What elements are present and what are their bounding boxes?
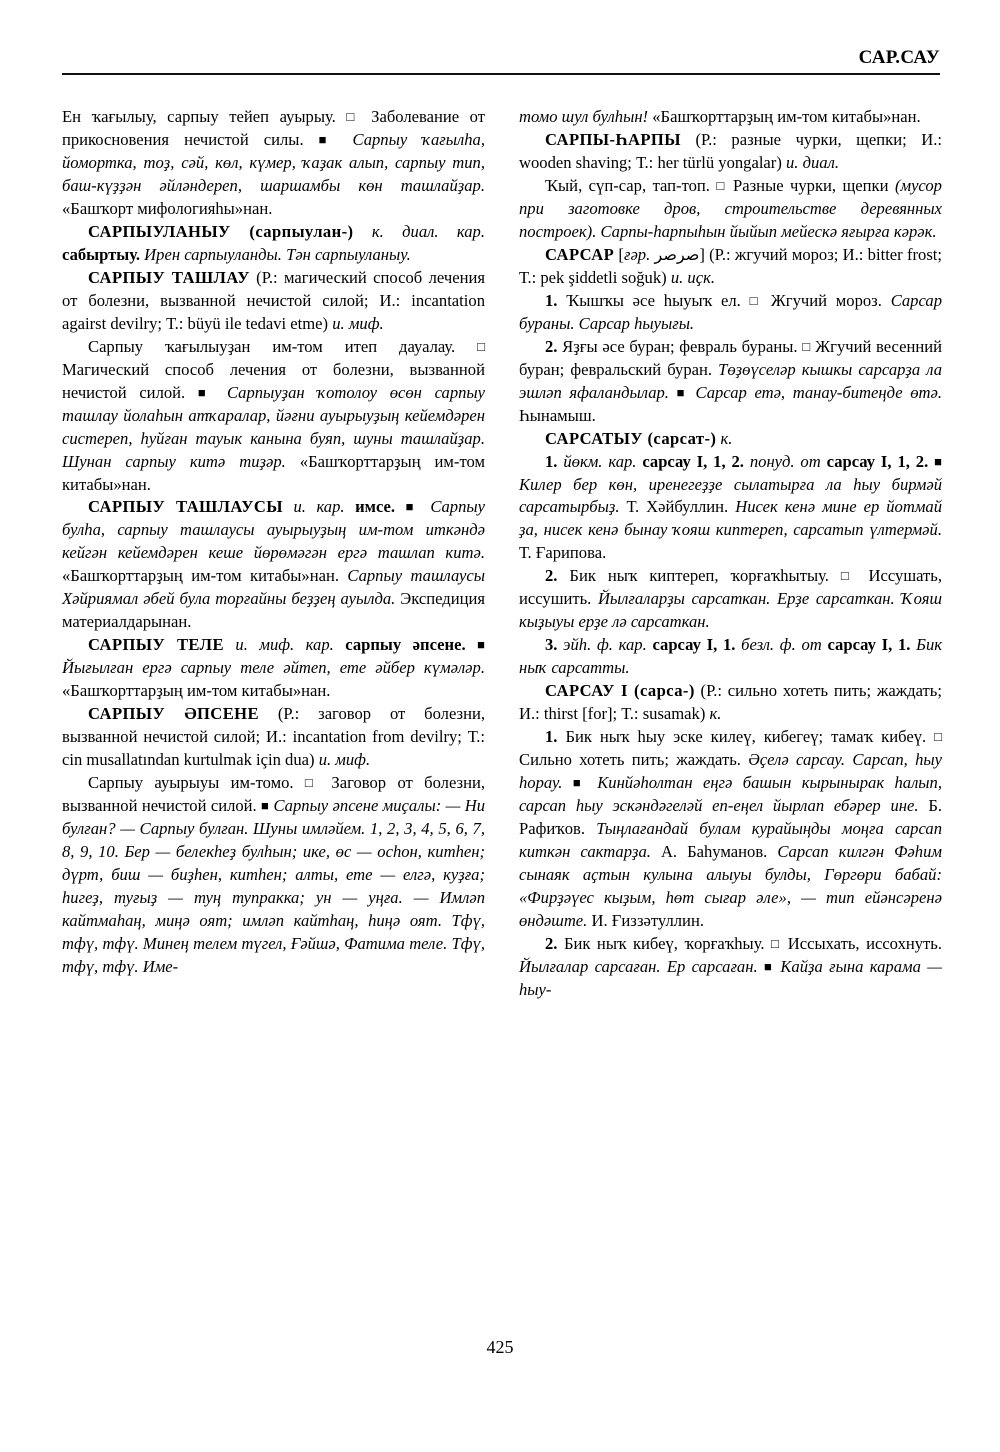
arabic-etymon: صرصر (654, 244, 700, 264)
entry-text (395, 497, 406, 516)
entry-block (519, 428, 942, 451)
entry-text: сарсау I, 1. (652, 635, 736, 655)
entry-text: Экспедиция материалдарынан. (62, 589, 485, 632)
headword: САРПЫУ ӘПСЕНЕ (88, 704, 259, 724)
entry-text: Т. Хәйбуллин. (626, 497, 736, 517)
entry-text: Йылғалар сарсаған. Ер сарсаған. (519, 956, 764, 976)
filled-square-marker (406, 497, 420, 516)
filled-square-marker (198, 383, 214, 402)
entry-text: Иссушать, иссушить. (519, 566, 943, 609)
entry-text: Сарпыу ауырыуы им-томо. (88, 773, 305, 793)
entry-block (62, 634, 485, 703)
entry-text: Сильно хотеть пить; жаждать. (519, 750, 749, 770)
filled-square-marker (261, 796, 269, 815)
entry-text: Һынамыш. (519, 405, 596, 425)
entry-block (519, 451, 942, 566)
headword: САРПЫ-ҺАРПЫ (545, 129, 681, 149)
filled-square-marker (934, 452, 942, 471)
entry-text: сарсау I, 1. (827, 635, 911, 655)
headword: САРПЫУЛАНЫУ (сарпыулан-) (88, 221, 354, 241)
entry-text: Магический способ лечения от болезни, вызванной нечистой силой. (62, 359, 485, 402)
entry-text: 3. (545, 635, 558, 655)
entry-text: Килер бер көн, иренегеҙҙе сылатырға ла һыу бирмәй сарсатырбыҙ. (519, 474, 942, 517)
page-header (62, 48, 940, 75)
headword: САРПЫУ ТЕЛЕ (88, 635, 224, 655)
entry-text: ] (Р.: жгучий мороз; И.: bitter frost; Т.: pek şiddetli soğuk) (519, 244, 942, 287)
running-head: САР.САУ (858, 47, 940, 68)
entry-text: Ҡый, сүп-сар, тап-топ. (545, 175, 717, 195)
entry-block (62, 267, 485, 336)
entry-text: И. Ғиззәтуллин. (591, 910, 704, 930)
entry-block (519, 244, 942, 290)
entry-text: к. (709, 704, 722, 724)
headword: САРСАУ I (сарса-) (545, 681, 695, 701)
entry-text: и. кар. (282, 497, 356, 517)
entry-text: Нисек кенә мине ер йотмай ҙа, нисек кенә бынау ҡояш киптереп, сарсатып үлтермәй. (519, 497, 943, 540)
filled-square-marker (319, 130, 338, 149)
entry-text: 2. (545, 566, 558, 586)
entry-block (62, 336, 485, 497)
entry-text: (Р.: разные чурки, щепки; И.: wooden shaving; Т.: her türlü yongalar) (519, 129, 942, 172)
entry-block (62, 703, 485, 772)
entry-text: сабыртыу. (62, 244, 141, 264)
entry-block (519, 175, 942, 244)
entry-text: А. Баһуманов. (660, 842, 778, 861)
entry-text: 2. (545, 336, 558, 356)
entry-block (519, 726, 942, 933)
entry-text: Сарпыу ҡағылһа, йомортка, тоҙ, сәй, көл, күмер, ҡаҙак алып, сарпыу тип, баш-күҙҙән әйләндереп, шаршамбы көн ташлайҙар. (62, 129, 485, 195)
entry-text: 2. (545, 933, 558, 953)
entry-text: «Башҡорттарҙың им-том китабы»нан. (652, 107, 921, 126)
headword: САРПЫУ ТАШЛАУСЫ (88, 497, 283, 517)
page-number: 425 (486, 1337, 514, 1357)
entry-text: к. диал. кар. (353, 221, 485, 241)
entry-text: Б. Рафиҡов. (519, 796, 942, 839)
entry-text: и. иҫк. (670, 267, 715, 287)
entry-block (62, 106, 485, 221)
entry-block (519, 634, 942, 680)
entry-text: Жгучий мороз. (762, 290, 891, 310)
entry-text: Сарпыу ташлаусы Хәйриямал әбей була торғайны беҙҙең ауылда. (62, 566, 485, 609)
entry-text: Бик ныҡ сарсатты. (519, 635, 942, 678)
column-container (62, 106, 942, 1321)
entry-text (466, 635, 478, 654)
entry-text: Төҙөүселәр кышкы сарсарҙа ла эшләп яфаландылар. (519, 359, 942, 402)
entry-text: Сарсар етә, танау-битеңде өтә. (687, 382, 942, 402)
entry-text: [ (614, 244, 624, 264)
entry-text: Сарпыу булһа, сарпыу ташлаусы ауырыуҙың им-том иткәндә кейгән кейемдәрен кеше йөрөмәгән ергә ташлап китә. (62, 497, 485, 563)
entry-text: безл. ф. от (735, 635, 828, 655)
open-square-marker (771, 934, 781, 953)
open-square-marker (802, 337, 810, 356)
entry-text: (Р.: магический способ лечения от болезни, вызванной нечистой силой; И.: incantation agairst devilry; Т.: büyü ile tedavi etme) (62, 267, 485, 333)
entry-text: (Р.: сильно хотеть пить; жаждать; И.: thirst [for]; Т.: susamak) (519, 681, 942, 724)
entry-text: «Башҡорттарҙың им-том китабы»нан. (62, 681, 331, 701)
entry-text: к. (716, 428, 733, 448)
entry-text: Заговор от болезни, вызванной нечистой силой. (62, 773, 485, 816)
entry-block (519, 336, 942, 428)
filled-square-marker (477, 635, 485, 654)
entry-text: Сарсап килгән Фәһим сынаяк аҫтын кулына алыуы булды, Гөргөри бабай: «Фирҙәүес кыҙым, һөт сығар әле», — тип ейәнсәренә өндәште. (519, 842, 942, 930)
entry-block (62, 772, 485, 979)
entry-text: томо шул булһын! (519, 107, 653, 126)
entry-text: (Р.: заговор от болезни, вызванной нечистой силой; И.: incantation from devilry; Т.: cin musallatından kurtulmak için dua) (62, 704, 485, 770)
entry-text: Ҡышҡы әсе һыуыҡ ел. (557, 290, 750, 310)
entry-text: 1. (545, 727, 558, 747)
entry-text: сарсау I, 1, 2. (642, 451, 744, 471)
entry-block (519, 933, 942, 1002)
entry-text: Ирен сарпыуланды. Тән сарпыуланыу. (140, 244, 411, 264)
open-square-marker (934, 727, 942, 746)
entry-text: Сарпыу әпсене миҫалы: — Ни булған? — Сарпыу булған. Шуны имләйем. 1, 2, 3, 4, 5, 6, 7, 8, 9, 10. Бер — белекһеҙ булһын; ике, өс — осһон, китһен; дүрт, биш — биҙһен, китһен; алты, ете — елгә, куҙға; һигеҙ, туғыҙ — туң тупракка; ун — уңға. — Имләп кайтмаһаң, миңә оят; имләп кайтһаң, һиңә оят. Тфү, тфү, тфү. Минең телем түгел, Ғәйшә, Фатима теле. Тфү, тфү, тфү. Име- (62, 796, 485, 976)
entry-block (62, 221, 485, 267)
entry-text: Т. Ғарипова. (519, 543, 607, 563)
entry-text: (мусор при заготовке дров, строительстве деревянных построек). Сарпы-һарпыһын йыйып мейескә яғырға кәрәк. (519, 175, 942, 241)
entry-block (519, 106, 942, 129)
entry-text: сарсау I, 1, 2. (826, 451, 929, 471)
entry-text: Ен ҡағылыу, сарпыу тейеп ауырыу. (62, 107, 347, 126)
entry-text: Йылғаларҙы сарсаткан. Ерҙе сарсаткан. Ҡояш кыҙыуы ерҙе лә сарсаткан. (519, 589, 943, 632)
entry-text: Сарсар бураны. Сарсар һыуығы. (519, 290, 942, 333)
open-square-marker (841, 566, 857, 585)
entry-text: «Башҡорт мифологияһы»нан. (62, 198, 273, 218)
entry-text: и. миф. (318, 750, 371, 770)
open-square-marker (716, 176, 726, 195)
entry-text: Кайҙа ғына карама — һыу- (519, 956, 942, 999)
entry-text: Разные чурки, щепки (726, 175, 895, 195)
open-square-marker (346, 107, 360, 126)
entry-text: Яҙғы әсе буран; февраль бураны. (557, 336, 803, 356)
entry-block (519, 129, 942, 175)
entry-text: «Башҡорттарҙың им-том китабы»нан. (62, 451, 485, 494)
entry-text: Бик ныҡ кибеү, ҡорғаҡһыу. (557, 933, 771, 953)
entry-text: сарпыу әпсене. (345, 635, 466, 655)
entry-text: Йығылған ергә сарпыу теле әйтеп, ете әйбер күмәләр. (62, 658, 485, 678)
filled-square-marker (764, 957, 774, 976)
entry-block (62, 496, 485, 634)
entry-text: 1. (545, 290, 558, 310)
entry-block (519, 680, 942, 726)
open-square-marker (305, 773, 320, 792)
entry-text: Бик ныҡ киптереп, ҡорғаҡһытыу. (557, 566, 841, 586)
entry-text: Тыңлағандай булам курайыңды моңға сарсап киткән сактарҙа. (519, 819, 943, 861)
entry-text: и. миф. (332, 313, 384, 333)
header-rule (62, 73, 940, 75)
entry-text: Заболевание от прикосновения нечистой силы. (62, 107, 485, 149)
entry-text: 1. (545, 451, 558, 471)
entry-text: Сарпыуҙан ҡотолоу өсөн сарпыу ташлау йолаһын атҡаралар, йәғни ауырыуҙың кейемдәрен систереп, һуйған тауык канына буяп, шуны ташлайҙар. Шунан сарпыу китә тиҙәр. (62, 382, 486, 471)
right-column (519, 106, 942, 1321)
filled-square-marker (677, 383, 688, 402)
headword: САРСАТЫУ (сарсат-) (545, 428, 717, 448)
entry-text: ғәр. (623, 244, 655, 264)
entry-text: и. миф. кар. (223, 635, 346, 655)
entry-text: «Башҡорттарҙың им-том китабы»нан. (62, 566, 348, 586)
entry-text: Жгучий весенний буран; февральский буран. (519, 336, 942, 379)
entry-text: имсе. (355, 497, 396, 517)
entry-text: йөкм. кар. (557, 451, 643, 471)
entry-text: Сарпыу ҡағылыуҙан им-том итеп дауалау. (88, 336, 478, 356)
headword: САРСАР (545, 244, 615, 264)
filled-square-marker (573, 773, 587, 792)
entry-block (519, 290, 942, 336)
entry-text: понуд. от (743, 451, 827, 471)
entry-text: Кинйәһолтан еңгә башын кырынырак һалып, сарсап һыу эскәндәгеләй еп-еңел йырлап ебәрер ине. (519, 773, 942, 816)
entry-text: Бик ныҡ һыу эске килеү, кибегеү; тамаҡ кибеү. (557, 727, 935, 747)
entry-text: и. диал. (786, 152, 839, 172)
entry-text: Әҫелә сарсау. Сарсап, һыу һорау. (519, 750, 943, 793)
entry-text: Иссыхать, иссохнуть. (781, 933, 943, 953)
open-square-marker (750, 291, 763, 310)
open-square-marker (477, 337, 485, 356)
entry-text: эйһ. ф. кар. (557, 635, 653, 655)
entry-block (519, 565, 942, 634)
headword: САРПЫУ ТАШЛАУ (88, 267, 250, 287)
left-column (62, 106, 485, 1321)
